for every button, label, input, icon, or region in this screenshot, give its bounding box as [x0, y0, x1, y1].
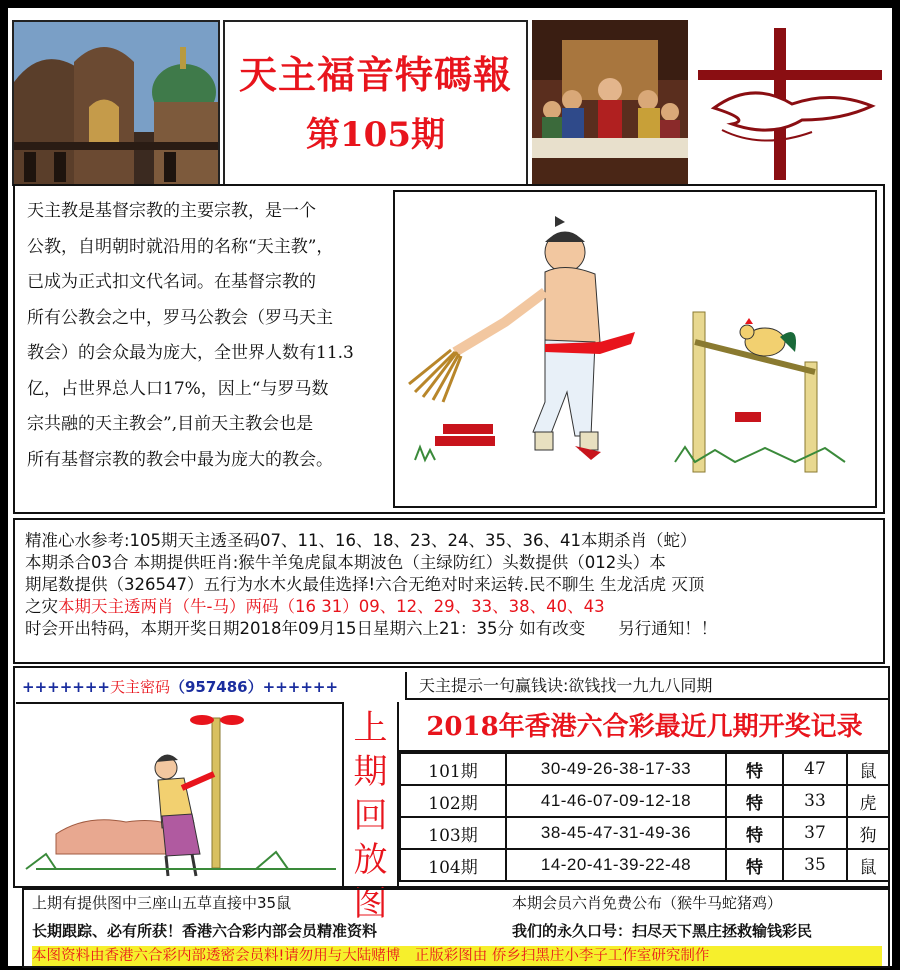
footer-note-left: 上期有提供图中三座山五草直接中35鼠: [32, 894, 292, 912]
sweeping-man-illustration: [395, 192, 875, 506]
intro-section: [13, 184, 885, 514]
replay-char: 放: [353, 840, 388, 880]
hint-box: 天主提示一句赢钱诀:欲钱找一九九八同期: [405, 672, 890, 700]
footer: [22, 888, 890, 968]
records-table: [399, 752, 890, 882]
intro-line: 天主教是基督宗教的主要宗教，是一个: [27, 201, 316, 221]
tips-line: 本期杀合03合 本期提供旺肖:猴牛羊兔虎鼠本期波色（主绿防红）头数提供（012头）本: [25, 553, 666, 572]
tips-line-prefix: 之灾: [25, 597, 58, 616]
footer-banner: 本图资料由香港六合彩内部透密会员料!请勿用与大陆赌博 正版彩图由 侨乡扫黑庄小李子工作室研究制作: [32, 946, 882, 966]
intro-line: 宗共融的天主教会”,目前天主教会也是: [27, 414, 314, 434]
secret-label: 天主密码: [109, 678, 170, 696]
record-special-number: 37: [783, 817, 847, 849]
record-special-number: 35: [783, 849, 847, 881]
record-issue: 103期: [400, 817, 506, 849]
tips-line: 时会开出特码，本期开奖日期2018年09月15日星期六上21：35分 如有改变 另行通知！！: [25, 619, 718, 638]
intro-line: 所有基督宗教的教会中最为庞大的教会。: [27, 449, 333, 470]
record-zodiac: 虎: [847, 785, 889, 817]
highlight-tip: 本期天主透两肖（牛-马）两码（16 31）09、12、29、33、38、40、43: [58, 597, 605, 616]
replay-char: 期: [353, 752, 388, 792]
replay-char: 图: [353, 884, 388, 924]
record-issue: 104期: [400, 849, 506, 881]
tips-line: 精准心水参考:105期天主透圣码07、11、16、18、23、24、35、36、41本期杀肖（蛇）: [25, 531, 697, 550]
intro-line: 教会）的会众最为庞大，全世界人数有11.3: [27, 343, 354, 363]
record-special-number: 47: [783, 753, 847, 785]
footer-slogan-right: 我们的永久口号：扫尽天下黑庄拯救输钱彩民: [512, 922, 813, 940]
secret-code: （957486）: [170, 678, 263, 696]
record-issue: 101期: [400, 753, 506, 785]
record-zodiac: 鼠: [847, 849, 889, 881]
record-special-label: 特: [726, 785, 783, 817]
issue-number: 第105期: [306, 115, 445, 155]
record-numbers: 41-46-07-09-12-18: [506, 785, 726, 817]
last-replay-label: [342, 702, 399, 924]
tips-line: 期尾数提供（326547）五行为水木火最佳选择!六合无绝对时来运转.民不聊生 生龙活虎 灭顶: [25, 575, 705, 594]
secret-code-label: [22, 676, 338, 697]
table-row: [400, 817, 889, 849]
record-issue: 102期: [400, 785, 506, 817]
previous-illustration: [16, 702, 342, 886]
page-title: 天主福音特碼報: [238, 52, 512, 97]
secret-prefix: +++++++: [22, 678, 110, 696]
intro-line: 所有公教会之中，罗马公教会（罗马天主: [27, 307, 333, 328]
table-row: [400, 849, 889, 881]
title-box: [223, 20, 528, 186]
record-zodiac: 鼠: [847, 753, 889, 785]
intro-line: 已成为正式扣文代名词。在基督宗教的: [27, 272, 316, 292]
record-special-label: 特: [726, 849, 783, 881]
last-supper-painting: [532, 20, 688, 186]
church-photo: [12, 20, 220, 186]
record-special-number: 33: [783, 785, 847, 817]
records-title: 2018年香港六合彩最近几期开奖记录: [399, 702, 890, 752]
record-zodiac: 狗: [847, 817, 889, 849]
footer-note-right: 本期会员六肖免费公布（猴牛马蛇猪鸡）: [512, 894, 783, 912]
tips-line: [25, 596, 883, 618]
record-numbers: 38-45-47-31-49-36: [506, 817, 726, 849]
record-numbers: 30-49-26-38-17-33: [506, 753, 726, 785]
intro-line: 亿，占世界总人口17%，因上“与罗马数: [27, 378, 329, 399]
record-numbers: 14-20-41-39-22-48: [506, 849, 726, 881]
page: [8, 8, 892, 966]
secret-suffix: ++++++: [262, 678, 339, 696]
table-row: [400, 785, 889, 817]
intro-text: [27, 194, 377, 478]
record-special-label: 特: [726, 817, 783, 849]
record-special-label: 特: [726, 753, 783, 785]
footer-slogan-left: 长期跟踪、必有所获！香港六合彩内部会员精准资料: [32, 922, 378, 940]
illustration-frame: [393, 190, 877, 508]
tips-section: [13, 518, 885, 664]
cross-dove-logo: [692, 20, 888, 186]
replay-char: 上: [353, 708, 388, 748]
intro-line: 公教，自明朝时就沿用的名称“天主教”，: [27, 236, 334, 257]
table-row: [400, 753, 889, 785]
replay-char: 回: [353, 796, 388, 836]
